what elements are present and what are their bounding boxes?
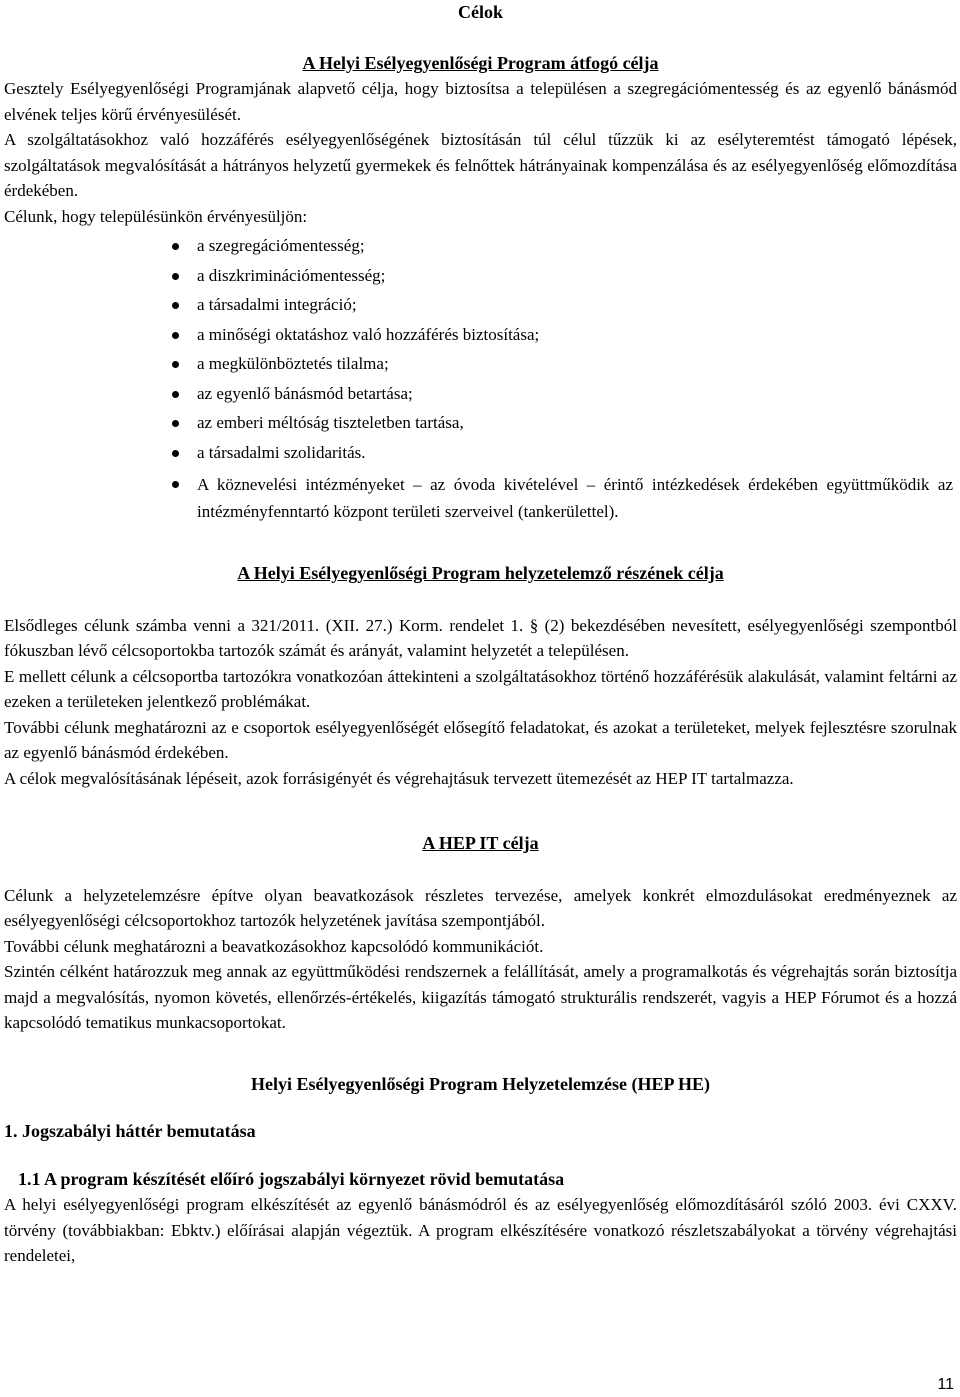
paragraph: További célunk meghatározni a beavatkozásokhoz kapcsolódó kommunikációt.	[4, 936, 544, 956]
list-item-text: a szegregációmentesség;	[197, 236, 365, 255]
bullet-icon	[172, 273, 179, 280]
paragraph: Szintén célként határozzuk meg annak az együttműködési rendszernek a felállítását, amely a programalkotás és végrehajtás során biztosítja majd a megvalósítás, nyomon követés, ellenőrzés-értékelés, kiigazítás támogató strukturális rendszerét, vagyis a HEP Fórumot és a hozzá kapcsolódó tematikus munkacsoportokat.	[4, 962, 957, 1032]
section-hep-it-goal	[4, 831, 957, 1036]
section-heading-hep-it: A HEP IT célja	[422, 833, 539, 853]
subchapter-heading: 1.1 A program készítését előíró jogszabályi környezet rövid bemutatása	[18, 1168, 565, 1189]
page-title: Célok	[458, 2, 503, 22]
bullet-icon	[172, 243, 179, 250]
page-number: 11	[937, 1376, 954, 1393]
list-item	[197, 408, 957, 438]
list-item-text: a minőségi oktatáshoz való hozzáférés biztosítása;	[197, 324, 540, 344]
list-item-text: a diszkriminációmentesség;	[197, 265, 386, 285]
hep-he-title: Helyi Esélyegyenlőségi Program Helyzetelemzése (HEP HE)	[250, 1073, 711, 1094]
paragraph: Célunk a helyzetelemzésre építve olyan beavatkozások részletes tervezése, amelyek konkrét elmozdulásokat eredményeznek az esélyegyenlőségi célcsoportokhoz tartozók helyzetének javítása szempontjából.	[4, 885, 957, 930]
list-item	[197, 349, 957, 379]
chapter-legal-background	[4, 1119, 957, 1269]
section-situation-analysis-goal	[4, 561, 957, 791]
paragraph: Célunk, hogy településünkön érvényesüljön:	[4, 206, 308, 226]
paragraph: Elsődleges célunk számba venni a 321/2011. (XII. 27.) Korm. rendelet 1. § (2) bekezdésében nevesített, esélyegyenlőségi szempontból fókuszban lévő célcsoportokba tartozók számát és arányát, valamint helyzetét a településen.	[4, 615, 957, 660]
section-overall-goal	[4, 50, 957, 525]
list-item	[197, 471, 957, 525]
bullet-icon	[172, 481, 179, 488]
paragraph: A helyi esélyegyenlőségi program elkészítését az egyenlő bánásmódról és az esélyegyenlőség előmozdításáról szóló 2003. évi CXXV. törvény (továbbiakban: Ebktv.) előírásai alapján végeztük. A program elkészítésére vonatkozó részletszabályokat a törvény végrehajtási rendeletei,	[4, 1195, 957, 1265]
list-item	[197, 438, 957, 468]
paragraph: További célunk meghatározni az e csoportok esélyegyenlőségét elősegítő feladatokat, és azokat a területeket, melyek fejlesztésre szorulnak az egyenlő bánásmód érdekében.	[4, 717, 957, 762]
list-item	[197, 290, 957, 320]
chapter-heading: 1. Jogszabályi háttér bemutatása	[4, 1121, 256, 1141]
goals-bullet-list	[4, 231, 957, 525]
bullet-icon	[172, 302, 179, 309]
list-item-text: a társadalmi szolidaritás.	[197, 442, 366, 462]
list-item-text: a társadalmi integráció;	[197, 295, 357, 314]
list-item-text: a megkülönböztetés tilalma;	[197, 354, 389, 373]
paragraph: Gesztely Esélyegyenlőségi Programjának alapvető célja, hogy biztosítsa a településen a szegregációmentesség és az egyenlő bánásmód elvének teljes körű érvényesülését.	[4, 79, 957, 124]
list-item-text: az emberi méltóság tiszteletben tartása,	[197, 413, 464, 432]
paragraph: E mellett célunk a célcsoportba tartozókra vonatkozóan áttekinteni a szolgáltatásokhoz történő hozzáférésük alakulását, valamint feltárni az ezeken a területeken jelentkező problémákat.	[4, 666, 957, 711]
section-heading-overall-goal: A Helyi Esélyegyenlőségi Program átfogó célja	[302, 53, 659, 73]
list-item	[197, 379, 957, 409]
bullet-icon	[172, 361, 179, 368]
list-item-text: A köznevelési intézményeket – az óvoda kivételével – érintő intézkedések érdekében együttműködik az intézményfenntartó központ területi szerveivel (tankerülettel).	[197, 475, 953, 521]
section-heading-situation-analysis: A Helyi Esélyegyenlőségi Program helyzetelemző részének célja	[237, 563, 724, 583]
bullet-icon	[172, 420, 179, 427]
list-item	[197, 231, 957, 261]
list-item-text: az egyenlő bánásmód betartása;	[197, 383, 413, 403]
list-item	[197, 261, 957, 291]
bullet-icon	[172, 391, 179, 398]
bullet-icon	[172, 450, 179, 457]
bullet-icon	[172, 332, 179, 339]
paragraph: A szolgáltatásokhoz való hozzáférés esélyegyenlőségének biztosításán túl célul tűzzük ki az esélyteremtést támogató lépések, szolgáltatások megvalósítását a hátrányos helyzetű gyermekek és felnőttek hátrányainak kompenzálása és az esélyegyenlőség előmozdítása érdekében.	[4, 130, 957, 200]
list-item	[197, 320, 957, 350]
paragraph: A célok megvalósításának lépéseit, azok forrásigényét és végrehajtásuk tervezett ütemezését az HEP IT tartalmazza.	[4, 768, 794, 788]
